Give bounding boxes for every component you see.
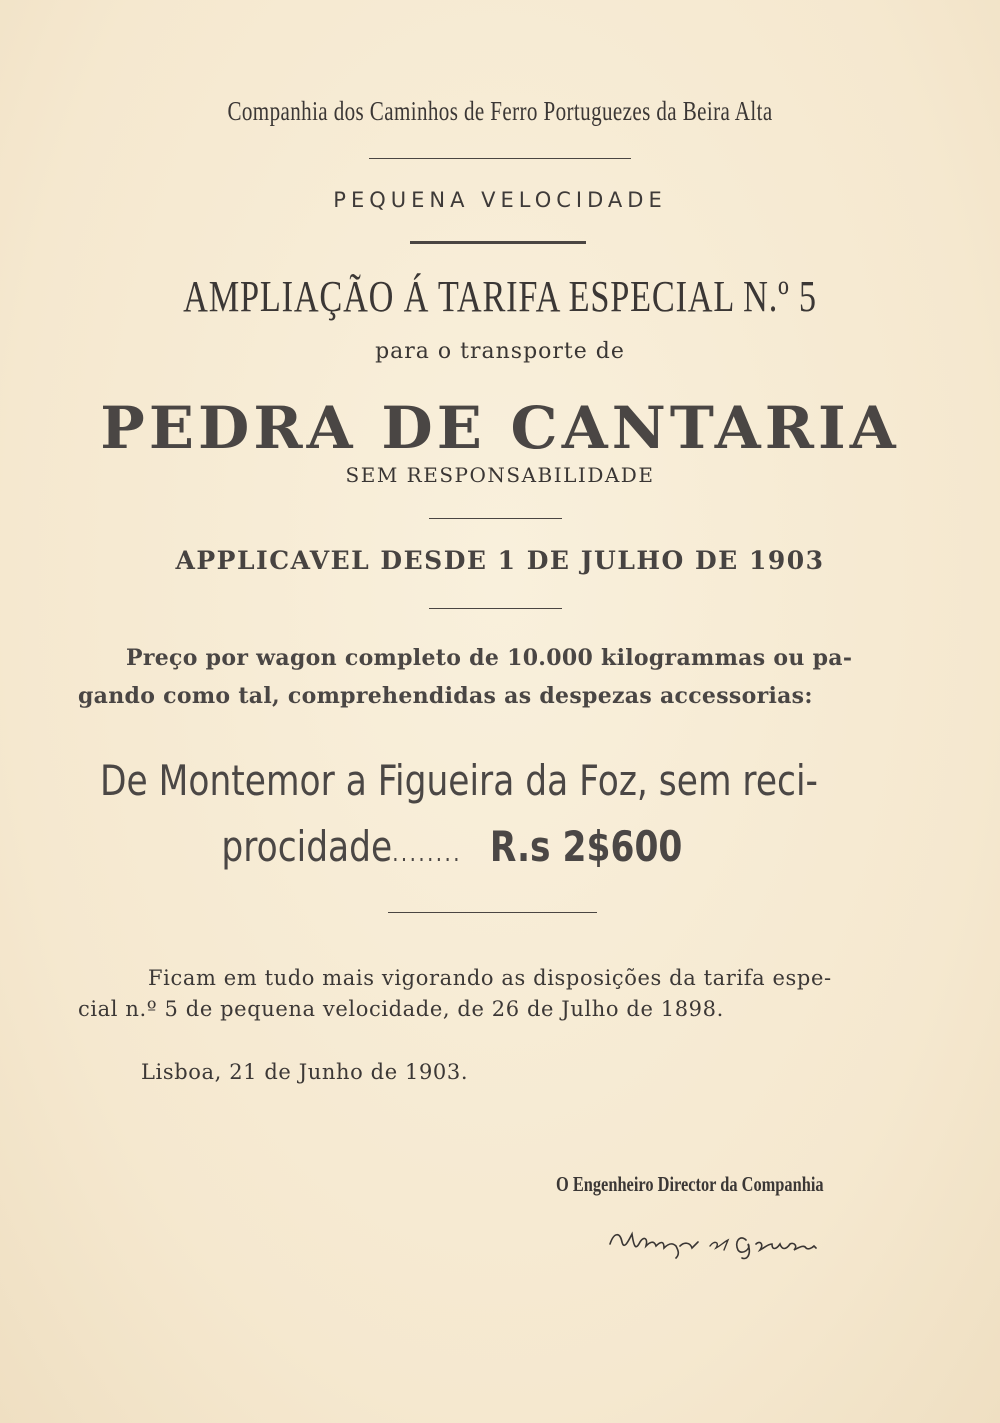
product-subtitle: SEM RESPONSABILIDADE — [345, 463, 655, 487]
product-title: PEDRA DE CANTARIA — [100, 394, 900, 462]
provisions-text — [78, 963, 918, 1025]
divider — [429, 518, 562, 519]
signatory-title: O Engenheiro Director da Companhia — [556, 1172, 824, 1196]
route-continuation: procidade — [221, 822, 393, 871]
route-line: De Montemor a Figueira da Foz, sem reci- — [100, 756, 818, 805]
price-description-line: gando como tal, comprehendidas as despezas accessorias: — [78, 683, 813, 709]
provisions-line: cial n.º 5 de pequena velocidade, de 26 de Julho de 1898. — [78, 997, 724, 1021]
provisions-line: Ficam em tudo mais vigorando as disposições da tarifa espe- — [148, 966, 832, 990]
applicable-date: APPLICAVEL DESDE 1 DE JULHO DE 1903 — [175, 546, 825, 575]
intro-text: para o transporte de — [375, 339, 625, 364]
leader-dots: ........ — [392, 839, 462, 867]
handwritten-signature — [606, 1220, 836, 1260]
company-name: Companhia dos Caminhos de Ferro Portuguezes da Beira Alta — [227, 96, 773, 126]
place-date: Lisboa, 21 de Junho de 1903. — [141, 1060, 469, 1084]
tariff-heading: AMPLIAÇÃO Á TARIFA ESPECIAL N.º 5 — [183, 272, 817, 321]
divider — [388, 912, 597, 913]
price-description-line: Preço por wagon completo de 10.000 kilogrammas ou pa- — [126, 645, 853, 671]
route-price-value: R.s 2$600 — [489, 822, 683, 871]
divider — [410, 241, 586, 244]
service-type: PEQUENA VELOCIDADE — [333, 188, 667, 212]
route-price — [100, 748, 920, 886]
divider — [429, 608, 562, 609]
price-description — [78, 639, 918, 715]
route-line — [100, 814, 772, 886]
divider — [369, 158, 631, 159]
